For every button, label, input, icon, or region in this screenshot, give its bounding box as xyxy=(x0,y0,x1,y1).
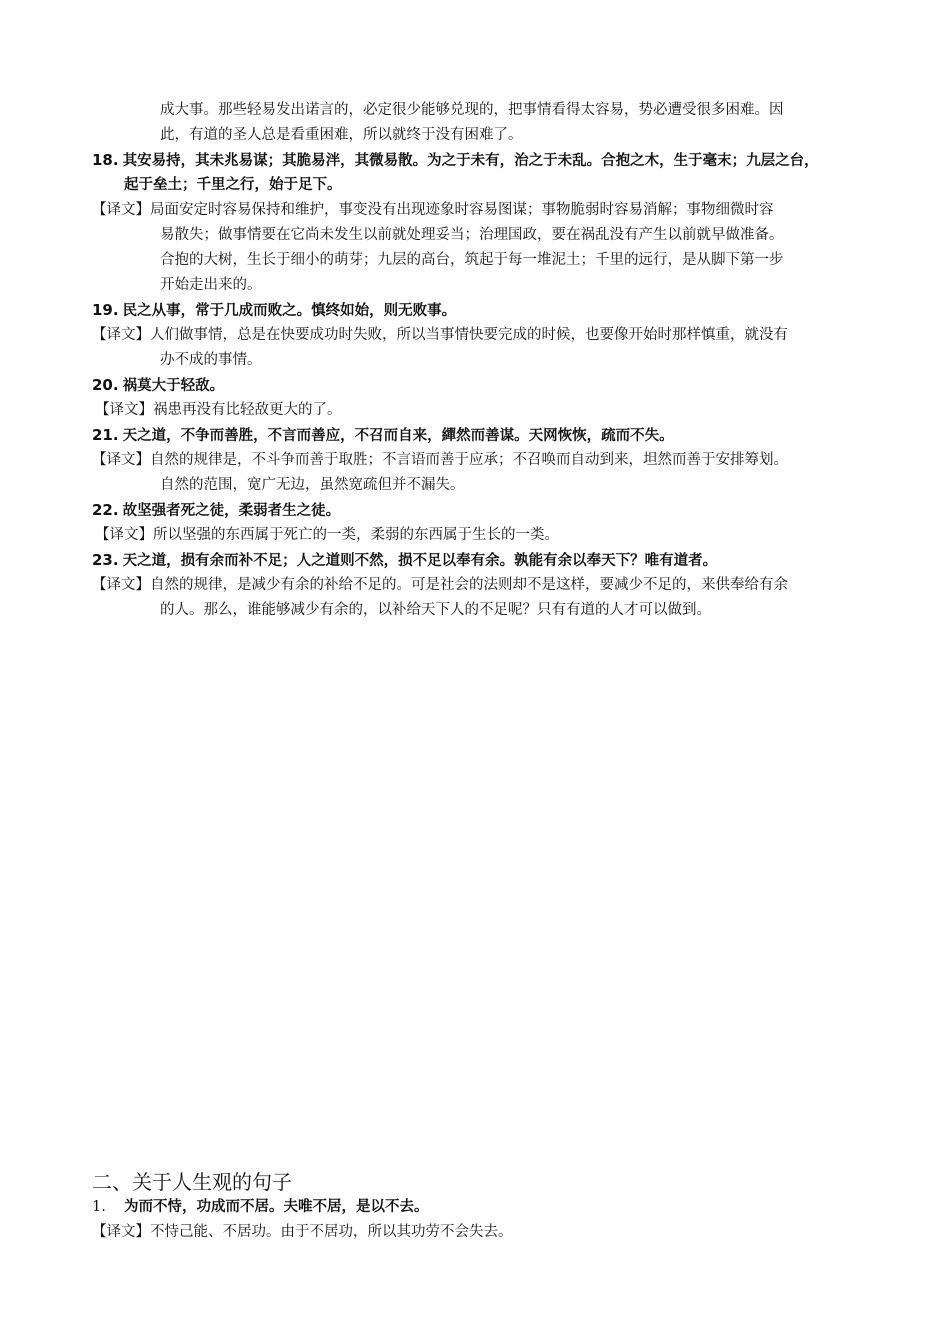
translation-label: 【译文】 xyxy=(92,452,150,468)
entry-number: 19. xyxy=(92,301,119,319)
entry-number: 1. xyxy=(92,1199,106,1215)
entry-number: 20. xyxy=(92,376,119,394)
translation-label: 【译文】 xyxy=(95,527,153,543)
section2-entry-1-translation: 【译文】不恃己能、不居功。由于不居功，所以其功劳不会失去。 xyxy=(92,1224,513,1240)
entry-21-translation-line-2: 自然的范围，宽广无边，虽然宽疏但并不漏失。 xyxy=(160,477,465,493)
entry-21-translation-line-1: 【译文】自然的规律是，不斗争而善于取胜；不言语而善于应承；不召唤而自动到来，坦然而善于安排筹划。 xyxy=(92,452,788,468)
entry-18-translation-line-4: 开始走出来的。 xyxy=(160,277,262,293)
entry-number: 22. xyxy=(92,501,119,519)
translation-label: 【译文】 xyxy=(92,577,150,593)
entry-23-translation-line-1: 【译文】自然的规律，是减少有余的补给不足的。可是社会的法则却不是这样，要减少不足的，来供奉给有余 xyxy=(92,577,788,593)
translation-label: 【译文】 xyxy=(95,402,153,418)
entry-23-translation-line-2: 的人。那么，谁能够减少有余的，以补给天下人的不足呢？只有有道的人才可以做到。 xyxy=(160,602,711,618)
entry-22-translation-line-1: 【译文】所以坚强的东西属于死亡的一类，柔弱的东西属于生长的一类。 xyxy=(95,527,559,543)
entry-21-quote: 21. 天之道，不争而善胜，不言而善应，不召而自来，繟然而善谋。天网恢恢，疏而不失。 xyxy=(92,426,674,444)
entry-18-translation-line-3: 合抱的大树，生长于细小的萌芽；九层的高台，筑起于每一堆泥土；千里的远行，是从脚下第一步 xyxy=(160,252,784,268)
entry-18-quote-line-2: 起于垒土；千里之行，始于足下。 xyxy=(124,177,342,193)
translation-label: 【译文】 xyxy=(92,1224,150,1240)
entry-18-quote-line-1: 18. 其安易持，其未兆易谋；其脆易泮，其微易散。为之于未有，治之于未乱。合抱之木，生于毫末；九层之台， xyxy=(92,151,819,169)
intro-line-1: 成大事。那些轻易发出诺言的，必定很少能够兑现的，把事情看得太容易，势必遭受很多困难。因 xyxy=(160,102,784,118)
entry-18-translation-line-2: 易散失；做事情要在它尚未发生以前就处理妥当；治理国政，要在祸乱没有产生以前就早做准备。 xyxy=(160,227,784,243)
entry-18-translation-line-1: 【译文】局面安定时容易保持和维护，事变没有出现迹象时容易图谋；事物脆弱时容易消解；事物细微时容 xyxy=(92,202,774,218)
entry-number: 21. xyxy=(92,426,119,444)
intro-line-2: 此，有道的圣人总是看重困难，所以就终于没有困难了。 xyxy=(160,127,523,143)
entry-23-quote: 23. 天之道，损有余而补不足；人之道则不然，损不足以奉有余。孰能有余以奉天下？唯有道者。 xyxy=(92,551,718,569)
entry-20-translation-line-1: 【译文】祸患再没有比轻敌更大的了。 xyxy=(95,402,342,418)
entry-20-quote: 20. 祸莫大于轻敌。 xyxy=(92,376,225,394)
translation-label: 【译文】 xyxy=(92,327,150,343)
translation-label: 【译文】 xyxy=(92,202,150,218)
entry-22-quote: 22. 故坚强者死之徒，柔弱者生之徒。 xyxy=(92,501,341,519)
entry-19-quote: 19. 民之从事，常于几成而败之。慎终如始，则无败事。 xyxy=(92,301,457,319)
entry-19-translation-line-1: 【译文】人们做事情，总是在快要成功时失败，所以当事情快要完成的时候，也要像开始时那样慎重，就没有 xyxy=(92,327,788,343)
entry-number: 18. xyxy=(92,151,119,169)
section2-entry-1-quote: 1. 为而不恃，功成而不居。夫唯不居，是以不去。 xyxy=(92,1195,429,1220)
entry-number: 23. xyxy=(92,551,119,569)
entry-19-translation-line-2: 办不成的事情。 xyxy=(160,352,262,368)
section-heading: 二、关于人生观的句子 xyxy=(92,1170,292,1194)
